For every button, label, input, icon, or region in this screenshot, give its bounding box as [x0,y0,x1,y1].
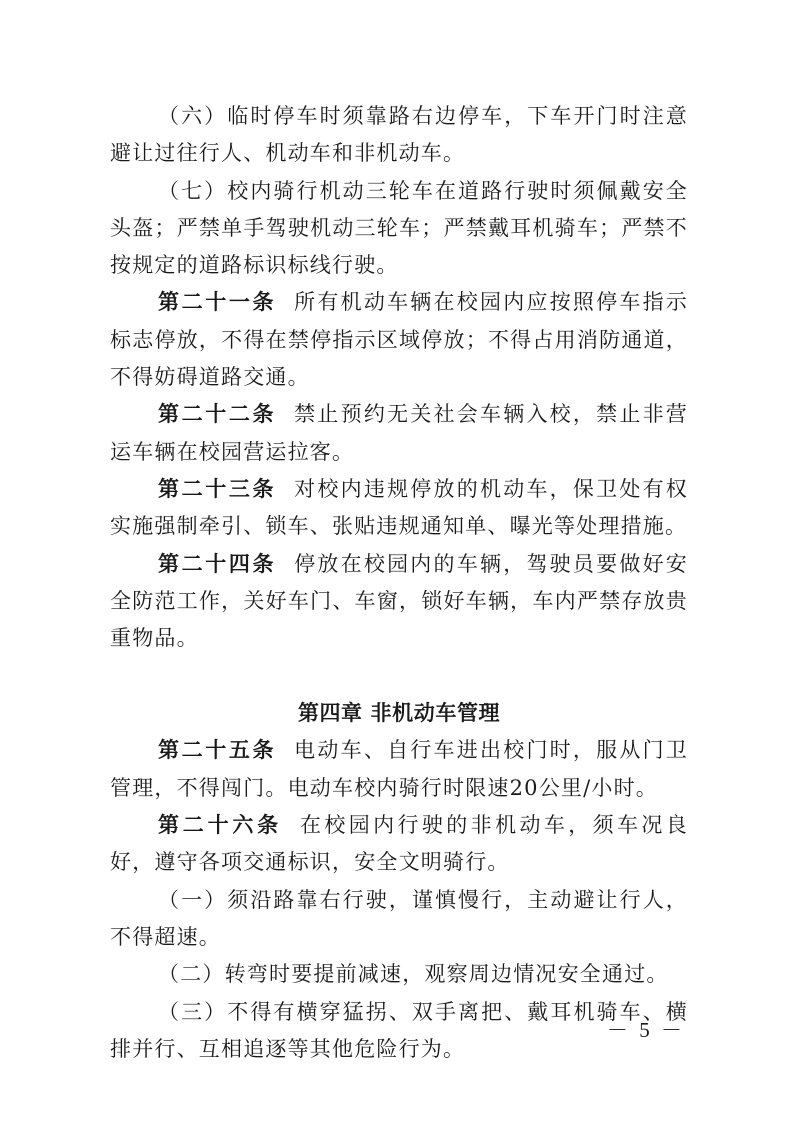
paragraph: （二）转弯时要提前减速，观察周边情况安全通过。 [158,962,669,987]
article-number: 第二十一条 [158,290,277,315]
paragraph: （三）不得有横穿猛拐、双手离把、戴耳机骑车、横排并行、互相追逐等其他危险行为。 [110,999,688,1061]
article-number: 第二十三条 [158,476,277,501]
page-number: － 5 － [607,1018,685,1042]
article-number: 第二十四条 [158,551,277,576]
article-number: 第二十二条 [158,402,277,427]
paragraph: 第二十五条 电动车、自行车进出校门时，服从门卫管理，不得闯门。电动车校内骑行时限速20公里/小时。 [110,738,689,800]
paragraph: 第二十二条 禁止预约无关社会车辆入校，禁止非营运车辆在校园营运拉客。 [110,402,689,464]
page-body [110,98,688,1068]
paragraph: 第二十一条 所有机动车辆在校园内应按照停车指示标志停放，不得在禁停指示区域停放；不得占用消防通道，不得妨碍道路交通。 [110,290,689,390]
article-number: 第二十六条 [158,813,282,838]
article-number: 第二十五条 [158,738,277,763]
paragraph: （七）校内骑行机动三轮车在道路行驶时须佩戴安全头盔；严禁单手驾驶机动三轮车；严禁戴耳机骑车；严禁不按规定的道路标识标线行驶。 [110,178,688,278]
paragraph: 第二十三条 对校内违规停放的机动车，保卫处有权实施强制牵引、锁车、张贴违规通知单、曝光等处理措施。 [110,476,689,539]
paragraph: （一）须沿路靠右行驶，谨慎慢行，主动避让行人，不得超速。 [110,887,688,949]
paragraph: 第二十四条 停放在校园内的车辆，驾驶员要做好安全防范工作，关好车门、车窗，锁好车辆，车内严禁存放贵重物品。 [110,551,689,651]
paragraph: 第二十六条 在校园内行驶的非机动车，须车况良好，遵守各项交通标识，安全文明骑行。 [110,813,688,875]
paragraph: （六）临时停车时须靠路右边停车，下车开门时注意避让过往行人、机动车和非机动车。 [110,104,688,166]
chapter-title: 第四章 非机动车管理 [297,701,501,726]
